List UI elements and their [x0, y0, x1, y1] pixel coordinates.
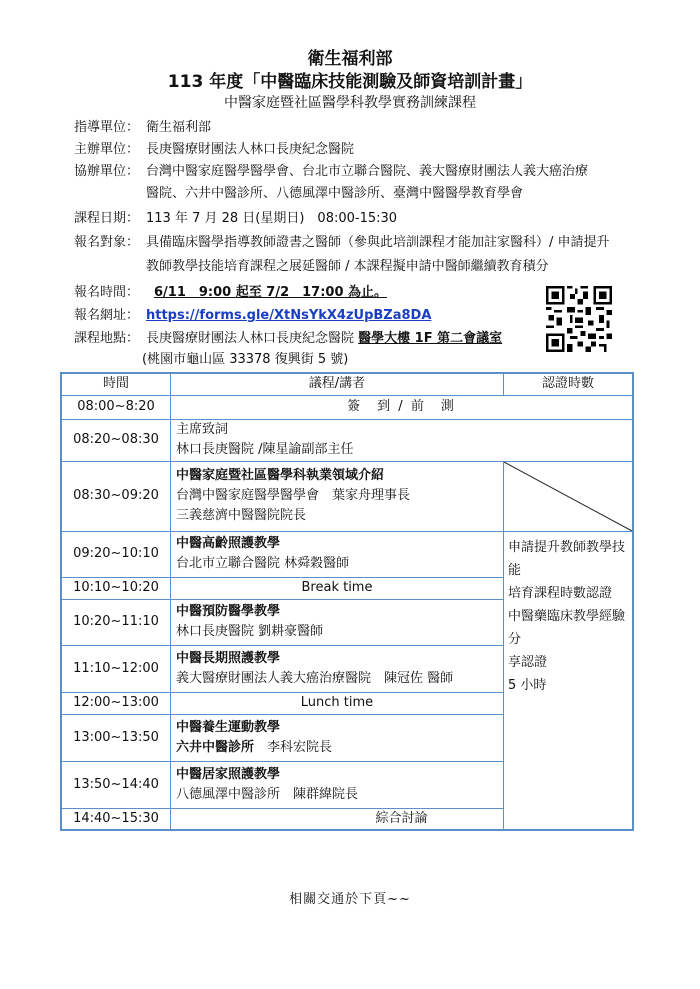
- row-time: 14:40~15:30: [61, 808, 171, 830]
- row-time: 13:00~13:50: [61, 714, 171, 761]
- agenda-title: 中醫高齡照護教學: [176, 536, 281, 551]
- row-time: 10:10~10:20: [61, 577, 171, 599]
- course-subtitle: 中醫家庭暨社區醫學科教學實務訓練課程: [224, 95, 476, 111]
- row-agenda: 綜合討論: [171, 808, 634, 830]
- row-time: 13:50~14:40: [61, 761, 171, 808]
- date-label: 課程日期：: [74, 211, 140, 226]
- host-unit-label: 主辦單位：: [74, 142, 140, 157]
- venue-value: 長庚醫療財團法人林口長庚紀念醫院: [146, 331, 359, 346]
- co-unit-value-line2: 醫院、六井中醫診所、八德風澤中醫診所、臺灣中醫醫學教育學會: [146, 186, 524, 201]
- row-agenda: [171, 714, 504, 761]
- agenda-speaker: 義大醫療財團法人義大癌治療醫院 陳冠佐 醫師: [176, 670, 454, 686]
- page-title: 衛生福利部: [307, 49, 393, 69]
- host-unit-row: [74, 139, 355, 161]
- cert-line: 培育課程時數認證: [508, 585, 613, 601]
- agenda-title: 中醫居家照護教學: [176, 766, 281, 782]
- agenda-speaker: 林口長庚醫院 /陳星諭副部主任: [176, 442, 354, 457]
- row-agenda: Break time: [171, 577, 504, 599]
- target-value-line2: 教師教學技能培育課程之展延醫師 / 本課程擬申請中醫師繼續教育積分: [146, 259, 549, 274]
- agenda-speaker: 八德風澤中醫診所 陳群緯院長: [176, 786, 359, 802]
- co-unit-label: 協辦單位：: [74, 164, 140, 179]
- cert-line: 中醫藥臨床教學經驗分: [508, 608, 626, 647]
- agenda-title: 中醫養生運動教學: [176, 719, 281, 735]
- row-time: 09:20~10:10: [61, 531, 171, 577]
- row-time: 08:20~08:30: [61, 419, 171, 461]
- row-agenda: [171, 761, 504, 808]
- venue-label: 課程地點：: [74, 331, 140, 346]
- row-agenda: Lunch time: [171, 692, 504, 714]
- row-agenda: 簽 到 / 前 測: [171, 395, 634, 419]
- date-value: 113 年 7 月 28 日(星期日) 08:00-15:30: [146, 211, 398, 226]
- agenda-title: 中醫預防醫學教學: [176, 604, 281, 619]
- co-unit-row-2: [74, 183, 524, 205]
- row-agenda: [171, 531, 504, 577]
- reg-time-label: 報名時間：: [74, 285, 140, 300]
- target-label: 報名對象：: [74, 235, 140, 250]
- url-row: [74, 305, 432, 327]
- url-label: 報名網址：: [74, 308, 140, 323]
- agenda-speaker-title: 三義慈濟中醫醫院院長: [176, 508, 307, 523]
- header-cert: 認證時數: [504, 373, 634, 395]
- row-time: 12:00~13:00: [61, 692, 171, 714]
- registration-link[interactable]: https://forms.gle/XtNsYkX4zUpBZa8DA: [146, 308, 432, 323]
- target-value-line1: 具備臨床醫學指導教師證書之醫師（參與此培訓課程才能加註家醫科）/ 申請提升: [146, 235, 610, 250]
- row-time: 08:30~09:20: [61, 461, 171, 531]
- guide-unit-row: [74, 117, 212, 139]
- agenda-speaker: [176, 738, 498, 758]
- header-time: 時間: [61, 373, 171, 395]
- row-agenda: [171, 419, 634, 461]
- reg-time-value: 6/11 9:00 起至 7/2 17:00 為止。: [154, 285, 388, 300]
- table-header-row: [61, 373, 633, 395]
- guide-unit-label: 指導單位：: [74, 120, 140, 135]
- agenda-title: 中醫家庭暨社區醫學科執業領域介紹: [176, 468, 385, 483]
- cert-diagonal-cell: [504, 461, 634, 531]
- row-agenda: [171, 645, 504, 692]
- agenda-speaker-name: 李科宏院長: [254, 739, 333, 755]
- cert-hours-cell: [504, 531, 634, 830]
- co-unit-row: [74, 161, 589, 183]
- venue-row: [74, 328, 503, 350]
- agenda-speaker: 台北市立聯合醫院 林舜穀醫師: [176, 556, 350, 571]
- reg-time-row: [74, 282, 388, 304]
- agenda-speaker: 林口長庚醫院 劉耕豪醫師: [176, 624, 324, 639]
- host-unit-value: 長庚醫療財團法人林口長庚紀念醫院: [146, 142, 355, 157]
- guide-unit-value: 衛生福利部: [146, 120, 212, 135]
- target-row-2: [74, 256, 549, 278]
- diagonal-line: [504, 462, 632, 531]
- cert-line: 享認證: [508, 654, 548, 670]
- cert-hours: 5 小時: [508, 677, 547, 693]
- address: (桃園市龜山區 33378 復興街 5 號): [142, 352, 349, 367]
- table-row: [61, 395, 633, 419]
- cert-line: 申請提升教師教學技能: [508, 539, 626, 578]
- co-unit-value-line1: 台灣中醫家庭醫學醫學會、台北市立聯合醫院、義大醫療財團法人義大癌治療: [146, 164, 589, 179]
- row-agenda: [171, 599, 504, 645]
- footer-note: 相關交通於下頁~~: [289, 892, 411, 907]
- row-time: 08:00~8:20: [61, 395, 171, 419]
- row-agenda: [171, 461, 504, 531]
- agenda-clinic: 六井中醫診所: [176, 739, 255, 755]
- row-time: 10:20~11:10: [61, 599, 171, 645]
- qr-code-icon: [546, 286, 612, 352]
- program-title: 113 年度「中醫臨床技能測驗及師資培訓計畫」: [167, 72, 533, 92]
- agenda-title: 主席致詞: [176, 422, 229, 437]
- table-row: [61, 531, 633, 577]
- header-agenda: 議程/講者: [171, 373, 504, 395]
- target-row: [74, 232, 610, 254]
- table-row: [61, 419, 633, 461]
- agenda-speaker: 台灣中醫家庭醫學醫學會 葉家舟理事長: [176, 488, 411, 503]
- date-row: [74, 208, 398, 230]
- schedule-table: [60, 372, 634, 831]
- row-time: 11:10~12:00: [61, 645, 171, 692]
- table-row: [61, 461, 633, 531]
- agenda-title: 中醫長期照護教學: [176, 650, 281, 666]
- venue-room: 醫學大樓 1F 第二會議室: [358, 331, 503, 346]
